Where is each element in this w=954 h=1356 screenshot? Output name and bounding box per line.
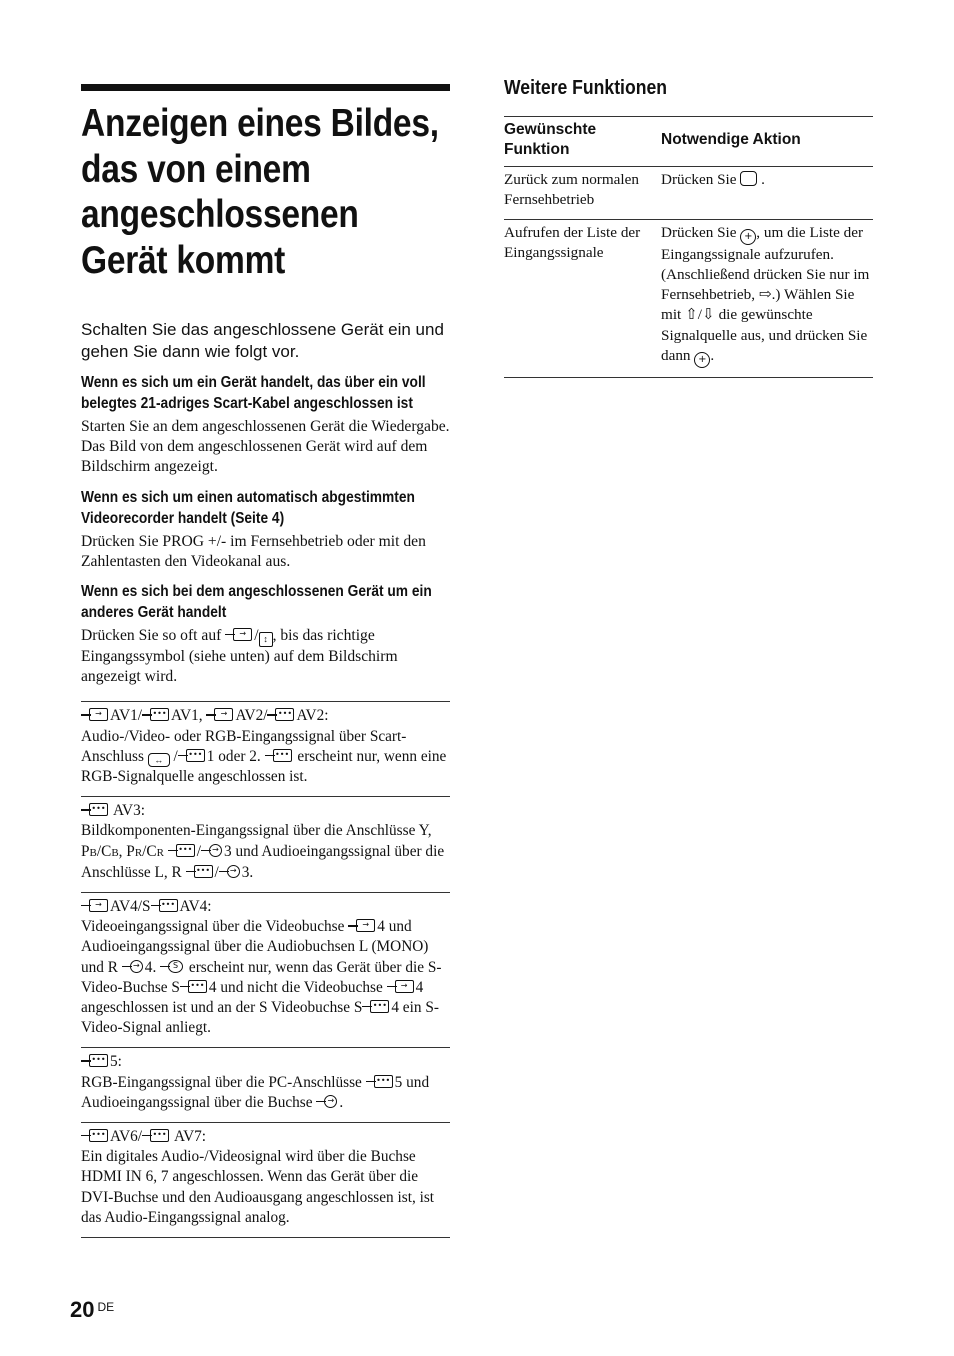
square-button-icon	[740, 171, 757, 186]
dots-input-icon: •••	[362, 1000, 390, 1013]
row-function: Aufrufen der Liste der Eingangssignale	[504, 220, 661, 377]
page-language: DE	[97, 1300, 115, 1314]
input-entry-av1-av2: → AV1/ ••• AV1, → AV2/ ••• AV2: Audio-/Video- oder RGB-Eingangssignal über Scart-Anschluss ↔ / ••• 1 oder 2. ••• erscheint nur, wenn eine RGB-Signalquelle angeschlossen ist.	[81, 702, 450, 797]
input-icon: →	[348, 919, 376, 932]
body-scart-1: Starten Sie an dem angeschlossenen Gerät die Wiedergabe.	[81, 418, 450, 435]
dots-input-icon: •••	[168, 844, 196, 857]
body-scart-2: Das Bild von dem angeschlossenen Gerät wird auf dem Bildschirm angezeigt.	[81, 438, 428, 476]
row-function: Zurück zum normalen Fernsehbetrieb	[504, 167, 661, 220]
dots-input-icon: •••	[366, 1075, 394, 1088]
intro-text: Schalten Sie das angeschlossene Gerät ein und gehen Sie dann wie folgt vor.	[81, 320, 444, 361]
input-info-box	[81, 701, 450, 1238]
dots-input-icon: •••	[180, 980, 208, 993]
dots-input-icon: •••	[81, 803, 109, 816]
body-other: Drücken Sie so oft auf → / ↕ , bis das richtige Eingangssymbol (siehe unten) auf dem Bildschirm angezeigt wird.	[81, 627, 398, 686]
arrow-down-icon: ⇩	[702, 306, 715, 324]
input-icon: →	[206, 708, 234, 721]
audio-input-icon: →	[122, 960, 144, 973]
dots-input-icon: •••	[265, 749, 293, 762]
plus-circle-icon: +	[740, 229, 756, 245]
dots-input-icon: •••	[81, 1054, 109, 1067]
page-number: 20	[70, 1297, 95, 1322]
input-icon: →	[81, 708, 109, 721]
column-header-function: Gewünschte Funktion	[504, 117, 661, 167]
dots-input-icon: •••	[151, 899, 179, 912]
subhead-other: Wenn es sich bei dem angeschlossenen Gerät um ein anderes Gerät handelt	[81, 583, 432, 622]
input-icon: →	[387, 980, 415, 993]
section-title: Weitere Funktionen	[504, 77, 667, 99]
arrow-right-icon: ⇨	[758, 286, 772, 304]
audio-input-icon: →	[201, 844, 223, 857]
input-entry-hdmi: ••• AV6/ ••• AV7: Ein digitales Audio-/Videosignal wird über die Buchse HDMI IN 6, 7 angeschlossen. Wenn das Gerät über die DVI-Buchse und den Audioausgang angeschlossen ist, ist das Audio-Eingangssignal analog.	[81, 1123, 450, 1238]
input-entry-av3: ••• AV3: Bildkomponenten-Eingangssignal über die Anschlüsse Y, PB/CB, PR/CR ••• / → 3 und Audioeingangssignal über die Anschlüsse L, R ••• / → 3.	[81, 797, 450, 893]
scart-icon: ↔	[148, 753, 170, 767]
input-icon: →	[81, 899, 109, 912]
page-footer	[70, 1297, 114, 1323]
subhead-scart: Wenn es sich um ein Gerät handelt, das über ein voll belegtes 21-adriges Scart-Kabel angeschlossen ist	[81, 374, 426, 412]
row-action: Drücken Sie + , um die Liste der Eingangssignale aufzurufen. (Anschließend drücken Sie nur im Fernsehbetrieb, ⇨.) Wählen Sie mit ⇧/⇩ die gewünschte Signalquelle aus, und drücken Sie dann + .	[661, 220, 873, 377]
input-entry-pc: ••• 5: RGB-Eingangssignal über die PC-Anschlüsse ••• 5 und Audioeingangssignal über die Buchse → .	[81, 1048, 450, 1123]
table-header-row	[504, 117, 873, 167]
right-column	[504, 76, 873, 378]
body-other-b: , bis das richtige Eingangssymbol (siehe unten) auf dem Bildschirm angezeigt wird.	[81, 627, 398, 686]
dots-input-icon: •••	[142, 708, 170, 721]
dots-input-icon: •••	[142, 1129, 170, 1142]
table-row	[504, 220, 873, 377]
input-list-icon: ↕	[259, 632, 273, 647]
function-table	[504, 116, 873, 378]
dots-input-icon: •••	[178, 749, 206, 762]
plus-circle-icon: +	[694, 352, 710, 368]
audio-input-icon: →	[316, 1095, 338, 1108]
dots-input-icon: •••	[81, 1129, 109, 1142]
body-vcr: Drücken Sie PROG +/- im Fernsehbetrieb oder mit den Zahlentasten den Videokanal aus.	[81, 532, 426, 570]
arrow-up-icon: ⇧	[685, 306, 698, 324]
subhead-vcr: Wenn es sich um einen automatisch abgestimmten Videorecorder handelt (Seite 4)	[81, 488, 415, 527]
dots-input-icon: •••	[186, 865, 214, 878]
column-header-action: Notwendige Aktion	[661, 117, 873, 167]
dots-input-icon: •••	[267, 708, 295, 721]
input-entry-av4: → AV4/S ••• AV4: Videoeingangssignal über die Videobuchse → 4 und Audioeingangssignal über die Audiobuchsen L (MONO) und R → 4. S erscheint nur, wenn das Gerät über die S-Video-Buchse S ••• 4 und nicht die Videobuchse → 4 angeschlossen ist und an der S Videobuchse S ••• 4 ein S-Video-Signal anliegt.	[81, 893, 450, 1048]
left-column	[81, 84, 450, 1238]
audio-input-icon: →	[219, 865, 241, 878]
s-video-icon: S	[160, 960, 184, 973]
body-other-a: Drücken Sie so oft auf	[81, 627, 222, 645]
input-icon: →	[225, 628, 253, 641]
row-action: Drücken Sie .	[661, 167, 873, 220]
page-title: Anzeigen eines Bildes, das von einem angeschlossenen Gerät kommt	[81, 102, 439, 282]
title-rule	[81, 84, 450, 91]
table-row	[504, 167, 873, 220]
body-scart	[81, 417, 450, 478]
